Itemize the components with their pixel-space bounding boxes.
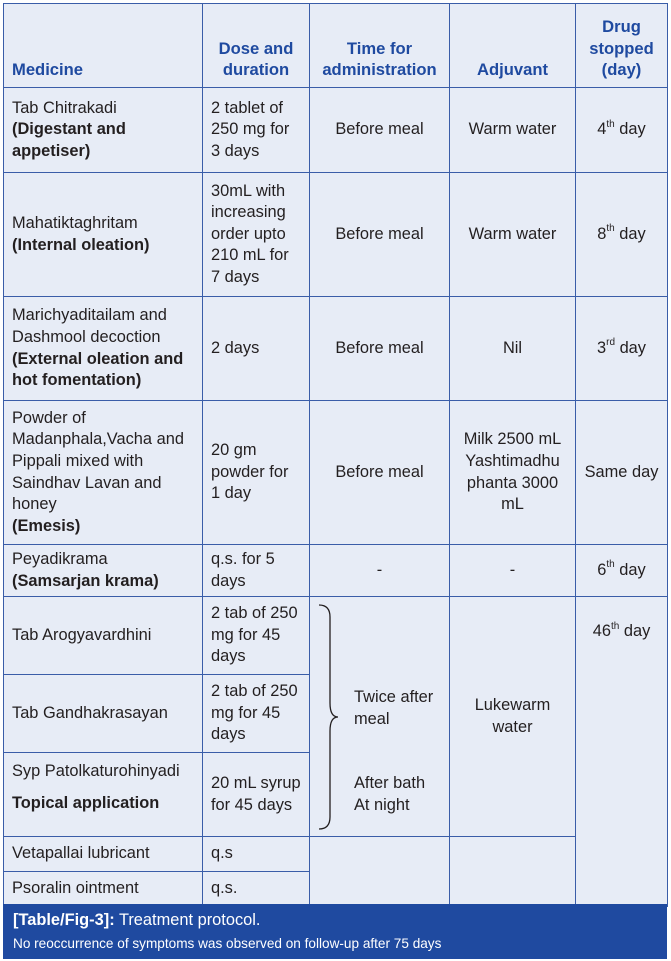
dose-cell: q.s. <box>203 872 310 907</box>
stopped-rest: day <box>619 622 651 641</box>
time-cell: Before meal <box>310 88 450 173</box>
table-caption <box>3 904 667 959</box>
dose-cell: 20 gm powder for 1 day <box>203 401 310 545</box>
stopped-cell <box>576 545 668 597</box>
table-row <box>4 545 668 597</box>
table-row <box>4 401 668 545</box>
stopped-rest: day <box>614 560 646 579</box>
time-cell: Before meal <box>310 401 450 545</box>
table-row <box>4 837 668 872</box>
header-medicine: Medicine <box>4 4 203 88</box>
stopped-cell <box>576 88 668 173</box>
medicine-cell <box>4 401 203 545</box>
header-row <box>4 4 668 88</box>
empty-cell <box>310 837 450 907</box>
header-time: Time for administration <box>310 4 450 88</box>
time-topical: After bath At night <box>354 774 426 814</box>
caption-title: Treatment protocol. <box>114 911 261 929</box>
medicine-cell <box>4 297 203 401</box>
stopped-cell <box>576 297 668 401</box>
time-cell: Before meal <box>310 173 450 297</box>
dose-cell: 20 mL syrup for 45 days <box>203 753 310 837</box>
adjuvant-cell: Warm water <box>450 173 576 297</box>
stopped-num: 6 <box>597 560 607 579</box>
caption-label: [Table/Fig-3]: <box>13 911 115 929</box>
medicine-purpose: (Emesis) <box>12 516 81 535</box>
medicine-cell: Vetapallai lubricant <box>4 837 203 872</box>
medicine-name: Tab Chitrakadi <box>12 98 117 117</box>
stopped-cell: Same day <box>576 401 668 545</box>
stopped-sup: th <box>606 118 615 130</box>
table-row <box>4 597 668 675</box>
time-main: Twice after meal <box>354 688 434 728</box>
table-row <box>4 297 668 401</box>
dose-cell: 2 tab of 250 mg for 45 days <box>203 675 310 753</box>
stopped-sup: th <box>606 559 615 571</box>
medicine-cell: Tab Arogyavardhini <box>4 597 203 675</box>
stopped-num: 3 <box>596 338 607 357</box>
time-group-cell <box>310 597 450 837</box>
header-dose-text: Dose and duration <box>218 38 294 80</box>
medicine-name: Powder of Madanphala,Vacha and Pippali mixed with Saindhav Lavan and honey <box>12 408 184 514</box>
dose-cell: 2 days <box>203 297 310 401</box>
stopped-num: 8 <box>597 224 607 243</box>
adjuvant-cell: Warm water <box>450 88 576 173</box>
stopped-group-cell <box>576 597 668 907</box>
medicine-purpose: Topical application <box>12 793 160 812</box>
medicine-name: Mahatiktaghritam <box>12 213 138 232</box>
adjuvant-cell: - <box>450 545 576 597</box>
table-row <box>4 88 668 173</box>
header-dose <box>203 4 310 88</box>
medicine-cell <box>4 545 203 597</box>
medicine-cell: Psoralin ointment <box>4 872 203 907</box>
medicine-cell <box>4 173 203 297</box>
medicine-name: Marichyaditailam and Dashmool decoction <box>12 306 167 346</box>
dose-cell: q.s. for 5 days <box>203 545 310 597</box>
dose-cell: 2 tab of 250 mg for 45 days <box>203 597 310 675</box>
medicine-purpose: (Samsarjan krama) <box>12 571 159 590</box>
caption-title-line <box>13 911 260 930</box>
dose-cell: q.s <box>203 837 310 872</box>
table-row <box>4 173 668 297</box>
treatment-protocol-table <box>3 3 668 907</box>
time-cell: Before meal <box>310 297 450 401</box>
medicine-cell <box>4 88 203 173</box>
stopped-sup: th <box>610 620 620 632</box>
medicine-purpose: (Internal oleation) <box>12 235 150 254</box>
stopped-num: 46 <box>592 622 611 641</box>
medicine-name: Syp Patolkaturohinyadi <box>12 762 180 781</box>
adjuvant-cell: Milk 2500 mL Yashtimadhu phanta 3000 mL <box>450 401 576 545</box>
brace-icon <box>316 603 340 833</box>
medicine-name: Peyadikrama <box>12 550 108 568</box>
dose-cell: 30mL with increasing order upto 210 mL for 7 days <box>203 173 310 297</box>
stopped-sup: rd <box>606 337 616 349</box>
medicine-purpose: (Digestant and appetiser) <box>12 120 126 160</box>
medicine-cell <box>4 753 203 837</box>
header-stopped: Drug stopped (day) <box>576 4 668 88</box>
caption-note: No reoccurrence of symptoms was observed on follow-up after 75 days <box>13 936 442 951</box>
empty-cell <box>450 837 576 907</box>
stopped-rest: day <box>615 338 646 357</box>
stopped-cell <box>576 173 668 297</box>
stopped-rest: day <box>614 120 646 139</box>
medicine-cell: Tab Gandhakrasayan <box>4 675 203 753</box>
stopped-sup: th <box>606 223 615 235</box>
adjuvant-cell: Nil <box>450 297 576 401</box>
medicine-purpose: (External oleation and hot fomentation) <box>12 349 184 390</box>
header-adjuvant: Adjuvant <box>450 4 576 88</box>
time-cell: - <box>310 545 450 597</box>
stopped-num: 4 <box>597 120 607 139</box>
dose-cell: 2 tablet of 250 mg for 3 days <box>203 88 310 173</box>
adjuvant-group-cell: Lukewarm water <box>450 597 576 837</box>
stopped-rest: day <box>614 224 646 243</box>
